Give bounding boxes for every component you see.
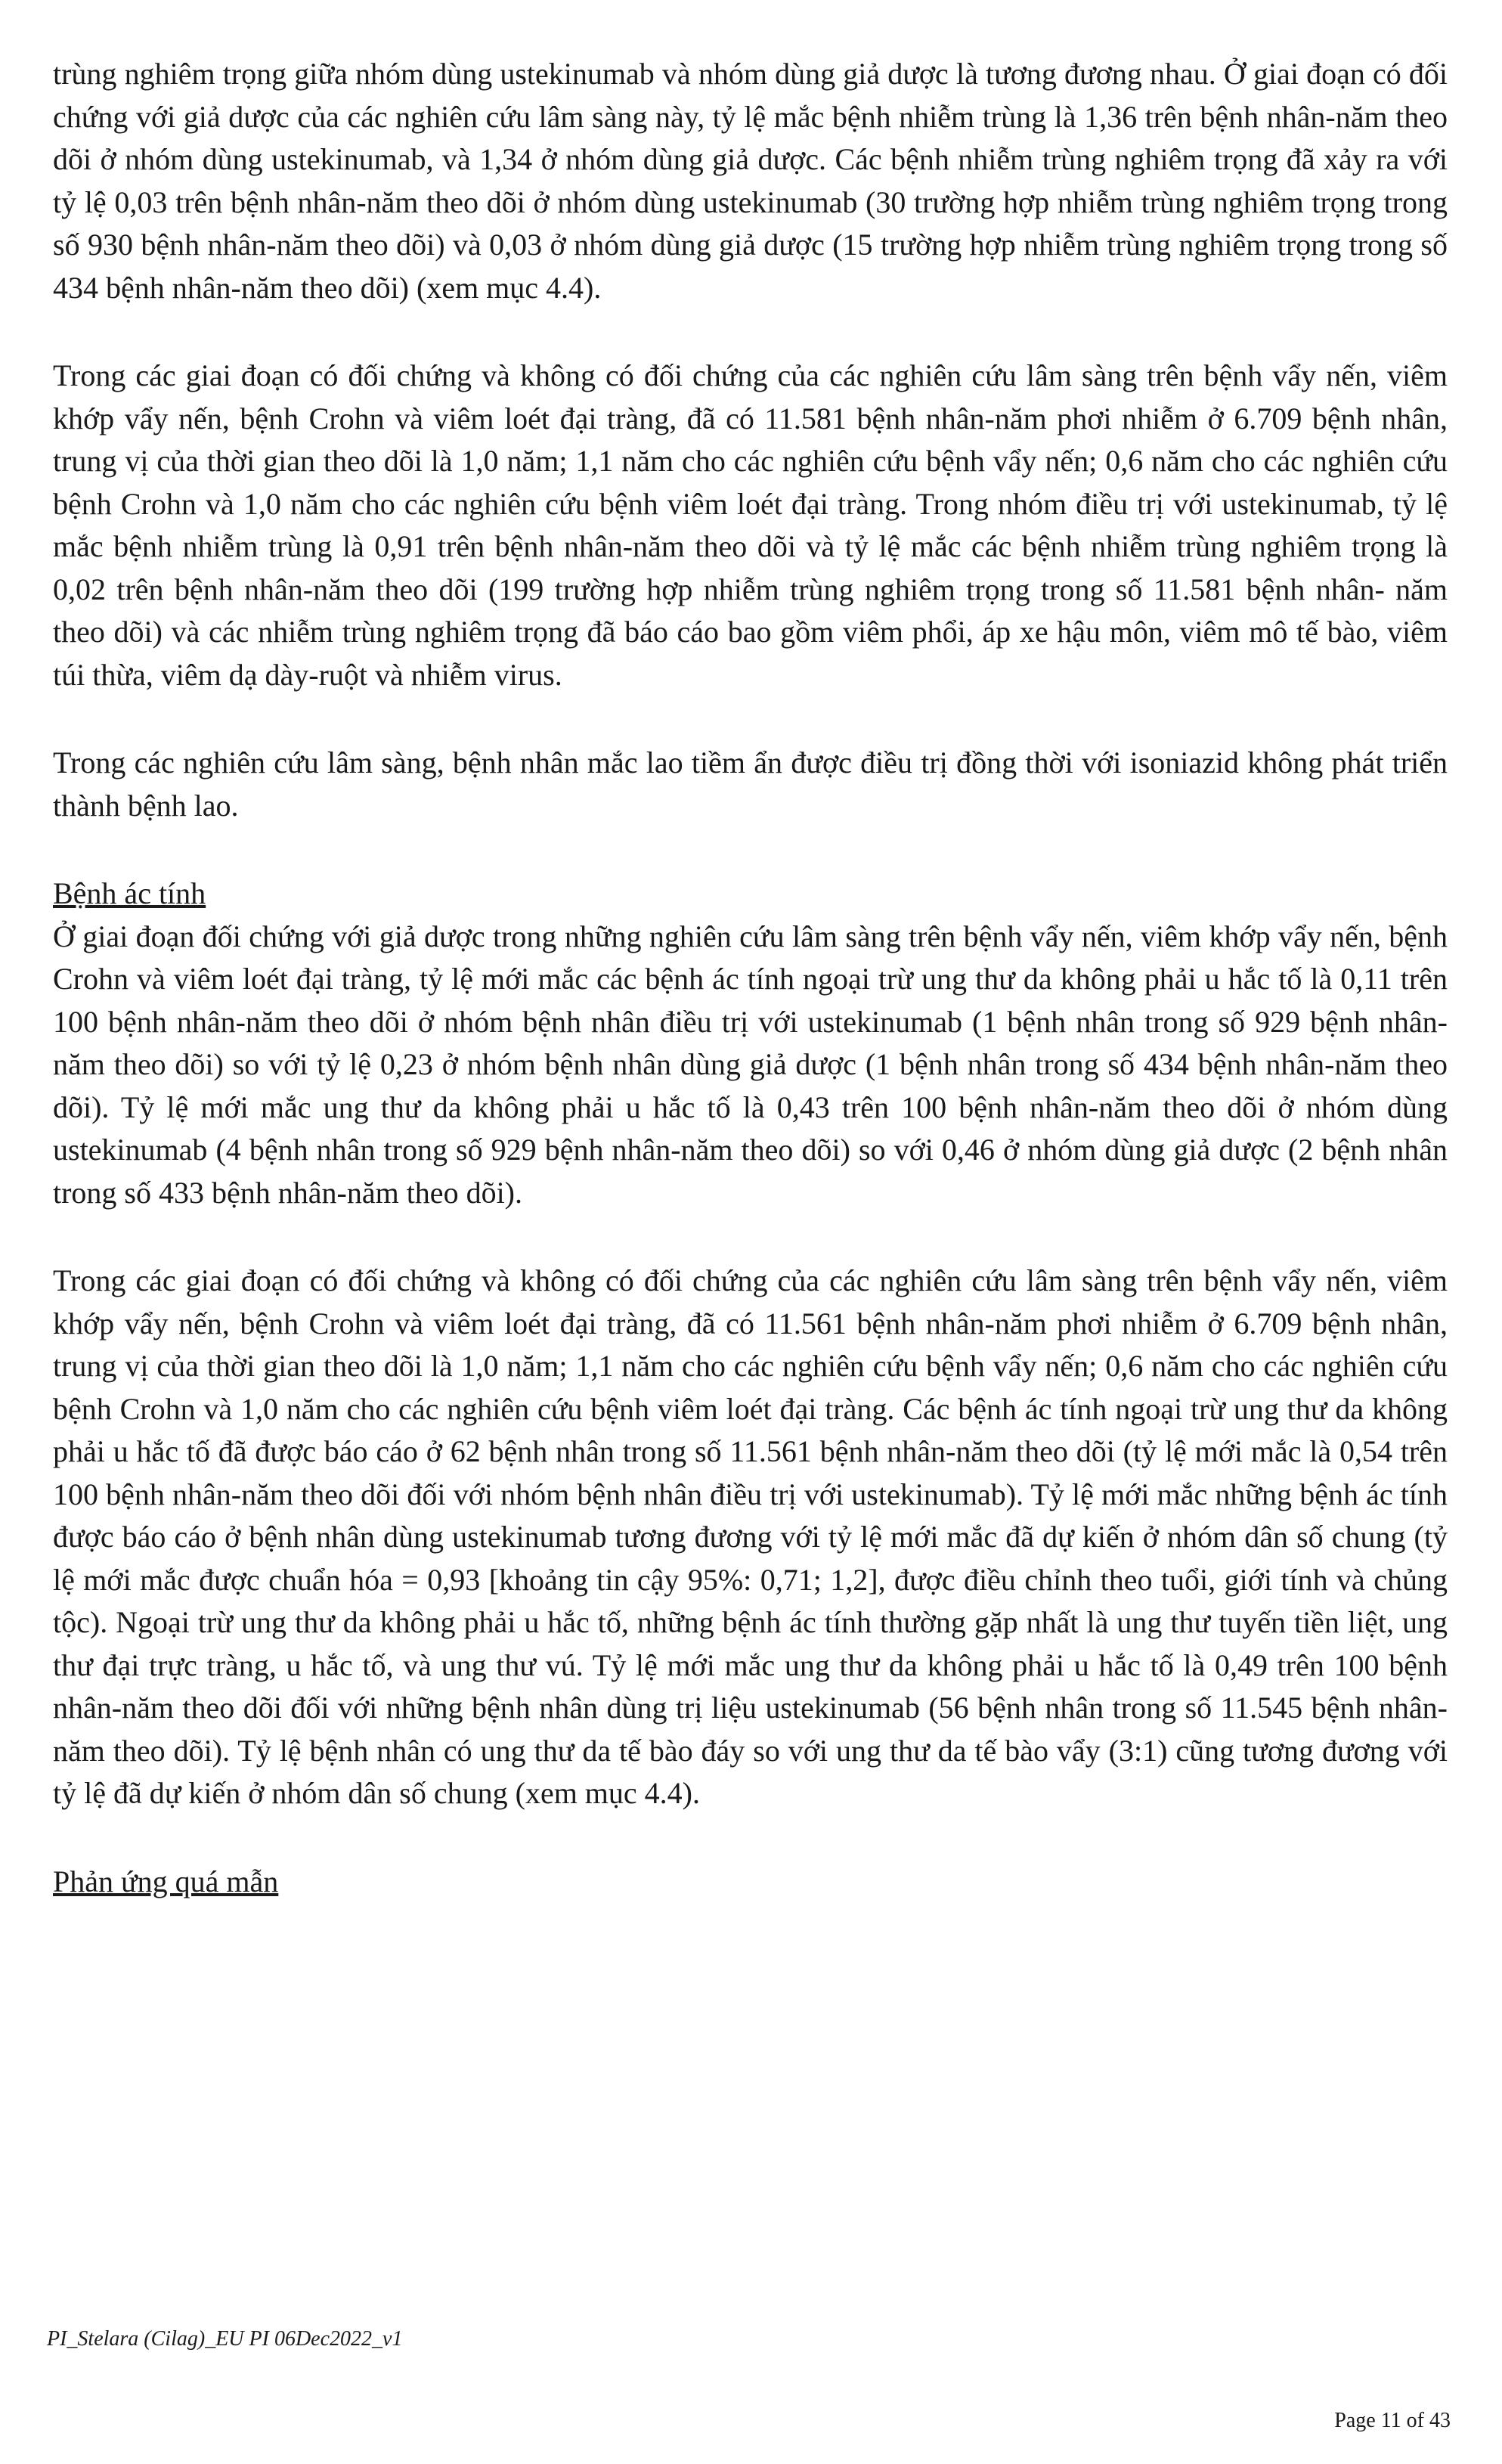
section-malignancy [53, 872, 1448, 1214]
paragraph-tuberculosis: Trong các nghiên cứu lâm sàng, bệnh nhân mắc lao tiềm ẩn được điều trị đồng thời với isoniazid không phát triển thành bệnh lao. [53, 745, 1448, 823]
footer-document-id: PI_Stelara (Cilag)_EU PI 06Dec2022_v1 [47, 2327, 403, 2351]
heading-hypersensitivity: Phản ứng quá mẫn [53, 1864, 279, 1898]
paragraph-malignancy-controlled: Ở giai đoạn đối chứng với giả dược trong những nghiên cứu lâm sàng trên bệnh vẩy nến, viêm khớp vẩy nến, bệnh Crohn và viêm loét đại tràng, tỷ lệ mới mắc các bệnh ác tính ngoại trừ ung thư da không phải u hắc tố là 0,11 trên 100 bệnh nhân-năm theo dõi ở nhóm bệnh nhân điều trị với ustekinumab (1 bệnh nhân trong số 929 bệnh nhân-năm theo dõi) so với tỷ lệ 0,23 ở nhóm bệnh nhân dùng giả dược (1 bệnh nhân trong số 434 bệnh nhân-năm theo dõi). Tỷ lệ mới mắc ung thư da không phải u hắc tố là 0,43 trên 100 bệnh nhân-năm theo dõi ở nhóm dùng ustekinumab (4 bệnh nhân trong số 929 bệnh nhân-năm theo dõi) so với 0,46 ở nhóm dùng giả dược (2 bệnh nhân trong số 433 bệnh nhân-năm theo dõi). [53, 919, 1448, 1210]
heading-malignancy: Bệnh ác tính [53, 876, 206, 910]
paragraph-malignancy-overall: Trong các giai đoạn có đối chứng và không có đối chứng của các nghiên cứu lâm sàng trên bệnh vẩy nến, viêm khớp vẩy nến, bệnh Crohn và viêm loét đại tràng, đã có 11.561 bệnh nhân-năm phơi nhiễm ở 6.709 bệnh nhân, trung vị của thời gian theo dõi là 1,0 năm; 1,1 năm cho các nghiên cứu bệnh vẩy nến; 0,6 năm cho các nghiên cứu bệnh Crohn và 1,0 năm cho các nghiên cứu bệnh viêm loét đại tràng. Các bệnh ác tính ngoại trừ ung thư da không phải u hắc tố đã được báo cáo ở 62 bệnh nhân trong số 11.561 bệnh nhân-năm theo dõi (tỷ lệ mới mắc là 0,54 trên 100 bệnh nhân-năm theo dõi đối với nhóm bệnh nhân điều trị với ustekinumab). Tỷ lệ mới mắc những bệnh ác tính được báo cáo ở bệnh nhân dùng ustekinumab tương đương với tỷ lệ mới mắc đã dự kiến ở nhóm dân số chung (tỷ lệ mới mắc được chuẩn hóa = 0,93 [khoảng tin cậy 95%: 0,71; 1,2], được điều chỉnh theo tuổi, giới tính và chủng tộc). Ngoại trừ ung thư da không phải u hắc tố, những bệnh ác tính thường gặp nhất là ung thư tuyến tiền liệt, ung thư đại trực tràng, u hắc tố, và ung thư vú. Tỷ lệ mới mắc ung thư da không phải u hắc tố là 0,49 trên 100 bệnh nhân-năm theo dõi đối với những bệnh nhân dùng trị liệu ustekinumab (56 bệnh nhân trong số 11.545 bệnh nhân-năm theo dõi). Tỷ lệ bệnh nhân có ung thư da tế bào đáy so với ung thư da tế bào vẩy (3:1) cũng tương đương với tỷ lệ đã dự kiến ở nhóm dân số chung (xem mục 4.4). [53, 1263, 1448, 1810]
document-body [53, 53, 1448, 1903]
paragraph-infections-overall: Trong các giai đoạn có đối chứng và không có đối chứng của các nghiên cứu lâm sàng trên bệnh vẩy nến, viêm khớp vẩy nến, bệnh Crohn và viêm loét đại tràng, đã có 11.581 bệnh nhân-năm phơi nhiễm ở 6.709 bệnh nhân, trung vị của thời gian theo dõi là 1,0 năm; 1,1 năm cho các nghiên cứu bệnh vẩy nến; 0,6 năm cho các nghiên cứu bệnh Crohn và 1,0 năm cho các nghiên cứu bệnh viêm loét đại tràng. Trong nhóm điều trị với ustekinumab, tỷ lệ mắc bệnh nhiễm trùng là 0,91 trên bệnh nhân-năm theo dõi và tỷ lệ mắc các bệnh nhiễm trùng nghiêm trọng là 0,02 trên bệnh nhân-năm theo dõi (199 trường hợp nhiễm trùng nghiêm trọng trong số 11.581 bệnh nhân- năm theo dõi) và các nhiễm trùng nghiêm trọng đã báo cáo bao gồm viêm phổi, áp xe hậu môn, viêm mô tế bào, viêm túi thừa, viêm dạ dày-ruột và nhiễm virus. [53, 358, 1448, 692]
footer-page-number: Page 11 of 43 [1334, 2409, 1451, 2432]
paragraph-infections-controlled: trùng nghiêm trọng giữa nhóm dùng ustekinumab và nhóm dùng giả dược là tương đương nhau. Ở giai đoạn có đối chứng với giả dược của các nghiên cứu lâm sàng này, tỷ lệ mắc bệnh nhiễm trùng là 1,36 trên bệnh nhân-năm theo dõi ở nhóm dùng ustekinumab, và 1,34 ở nhóm dùng giả dược. Các bệnh nhiễm trùng nghiêm trọng đã xảy ra với tỷ lệ 0,03 trên bệnh nhân-năm theo dõi ở nhóm dùng ustekinumab (30 trường hợp nhiễm trùng nghiêm trọng trong số 930 bệnh nhân-năm theo dõi) và 0,03 ở nhóm dùng giả dược (15 trường hợp nhiễm trùng nghiêm trọng trong số 434 bệnh nhân-năm theo dõi) (xem mục 4.4). [53, 57, 1448, 305]
